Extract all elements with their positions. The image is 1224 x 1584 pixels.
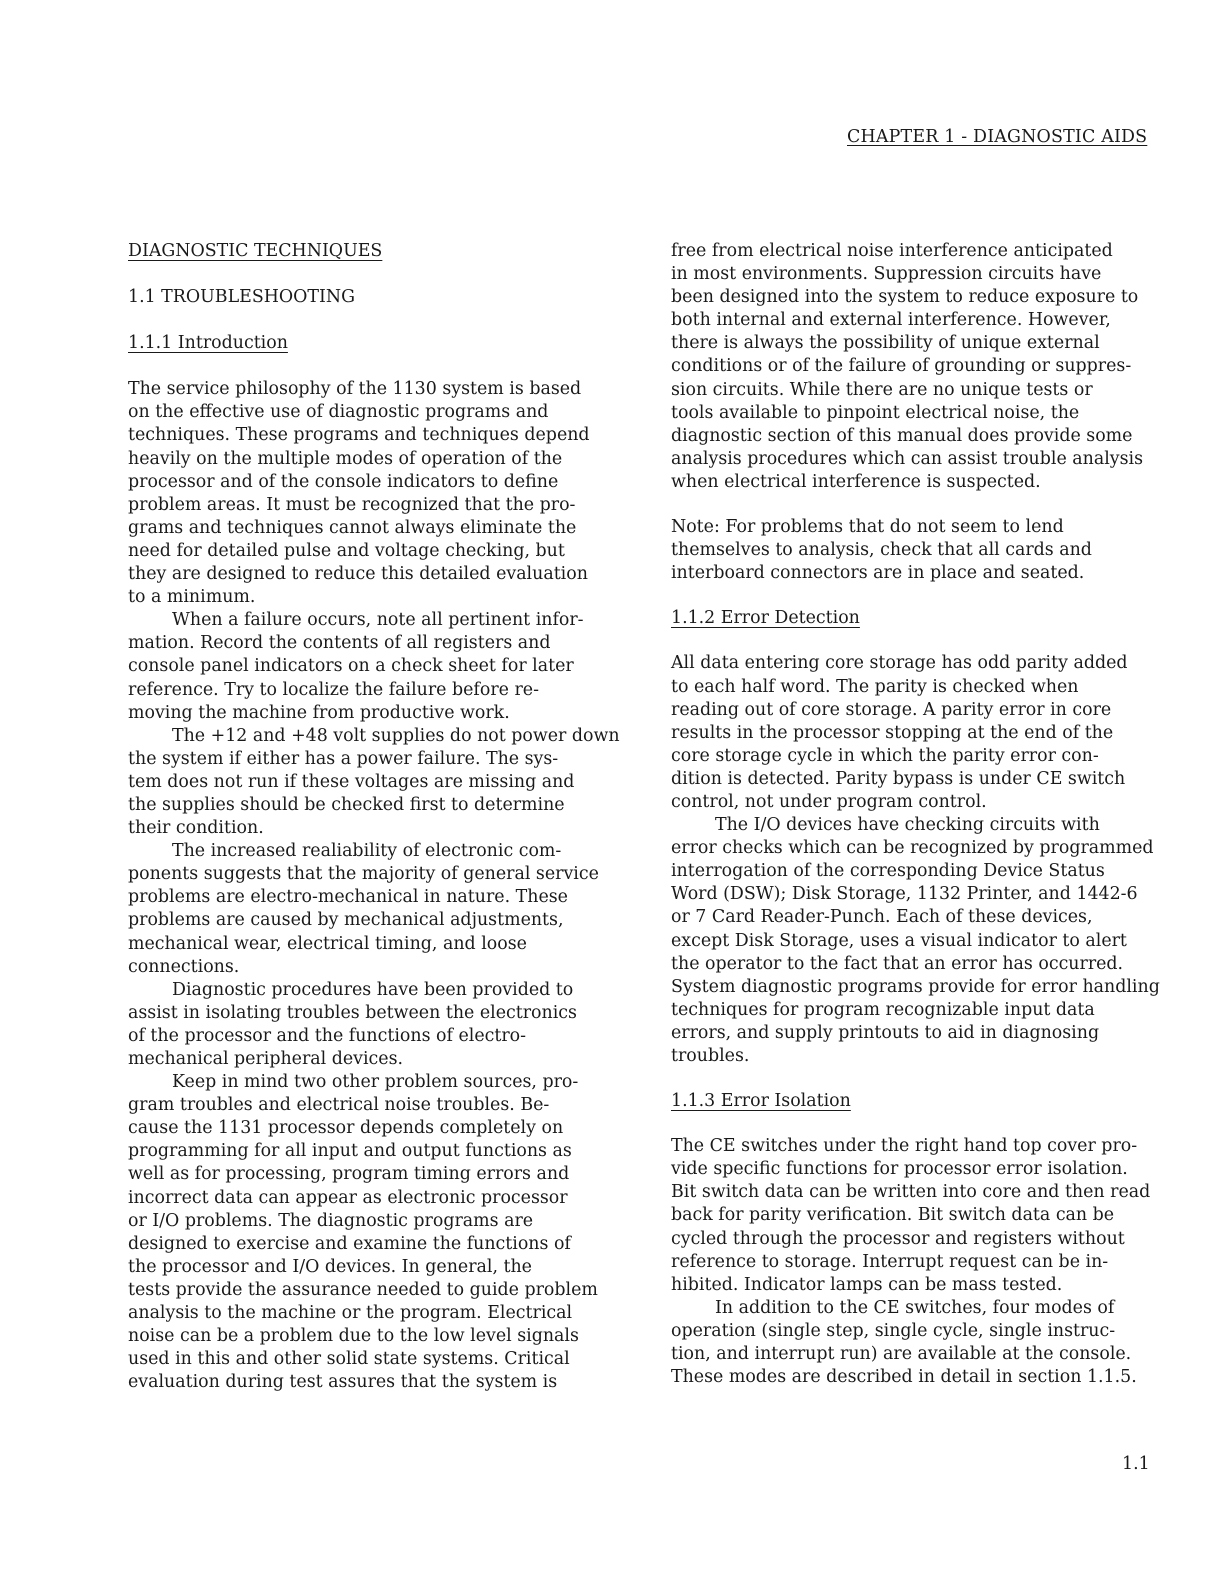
paragraph-power (128, 725, 618, 840)
text-line: except Disk Storage, uses a visual indicator to alert (671, 930, 1127, 951)
text-line: on the effective use of diagnostic programs and (128, 402, 549, 423)
text-line: they are designed to reduce this detailed evaluation (128, 564, 588, 585)
text-line: The service philosophy of the 1130 system is based (128, 379, 582, 400)
subsection-title: 1.1 TROUBLESHOOTING (128, 287, 355, 308)
text-line: assist in isolating troubles between the electronics (128, 1002, 577, 1023)
text-line: reference to storage. Interrupt request can be in- (671, 1251, 1109, 1272)
text-line: processor and of the console indicators to define (128, 471, 559, 492)
text-line: All data entering core storage has odd parity added (671, 653, 1128, 674)
text-line: been designed into the system to reduce exposure to (671, 287, 1139, 308)
text-line: connections. (128, 956, 240, 977)
text-line: troubles. (671, 1046, 750, 1066)
text-line: moving the machine from productive work. (128, 702, 510, 723)
text-line: noise can be a problem due to the low level signals (128, 1326, 579, 1347)
text-line: evaluation during test assures that the system is (128, 1372, 558, 1393)
text-line: Word (DSW); Disk Storage, 1132 Printer, and 1442-6 (671, 884, 1138, 905)
text-line: In addition to the CE switches, four modes of (715, 1297, 1115, 1318)
text-line: or 7 Card Reader-Punch. Each of these devices, (671, 907, 1093, 928)
text-line: to each half word. The parity is checked when (671, 676, 1079, 697)
left-column (128, 240, 618, 1394)
text-line: tion, and interrupt run) are available at the console. (671, 1344, 1132, 1365)
text-line: interboard connectors are in place and seated. (671, 563, 1085, 584)
text-line: core storage cycle in which the parity error con- (671, 745, 1099, 766)
text-line: problems are caused by mechanical adjustments, (128, 910, 564, 931)
text-line: dition is detected. Parity bypass is under CE switch (671, 768, 1126, 789)
text-line: The I/O devices have checking circuits with (715, 815, 1100, 836)
paragraph-parity (671, 652, 1171, 814)
text-line: error checks which can be recognized by programmed (671, 838, 1154, 859)
text-line: gram troubles and electrical noise troubles. Be- (128, 1095, 550, 1116)
text-line: diagnostic section of this manual does provide some (671, 425, 1133, 446)
chapter-header: CHAPTER 1 - DIAGNOSTIC AIDS (847, 127, 1148, 147)
paragraph-io-devices (671, 814, 1171, 1068)
note (671, 516, 1171, 585)
text-line: there is always the possibility of unique external (671, 333, 1100, 354)
paragraph-noise-continuation (671, 240, 1171, 494)
text-line: mation. Record the contents of all registers and (128, 633, 551, 654)
error-detection-title: 1.1.2 Error Detection (671, 608, 860, 629)
text-line: of the processor and the functions of electro- (128, 1025, 527, 1046)
text-line: ponents suggests that the majority of general service (128, 864, 599, 885)
text-line: problems are electro-mechanical in nature. These (128, 887, 568, 908)
text-line: Bit switch data can be written into core and then read (671, 1182, 1151, 1203)
text-line: grams and techniques cannot always eliminate the (128, 517, 577, 538)
text-line: free from electrical noise interference anticipated (671, 241, 1113, 261)
text-line: mechanical peripheral devices. (128, 1049, 404, 1069)
text-line: hibited. Indicator lamps can be mass tested. (671, 1274, 1063, 1295)
text-line: tests provide the assurance needed to guide problem (128, 1279, 598, 1300)
right-column (671, 240, 1171, 1389)
text-line: their condition. (128, 818, 264, 839)
text-line: conditions or of the failure of grounding or suppres- (671, 356, 1132, 377)
error-isolation-title: 1.1.3 Error Isolation (671, 1091, 851, 1112)
text-line: used in this and other solid state systems. Critical (128, 1349, 570, 1370)
text-line: programming for all input and output functions as (128, 1141, 572, 1162)
text-line: themselves to analysis, check that all cards and (671, 540, 1092, 561)
text-line: operation (single step, single cycle, single instruc- (671, 1320, 1116, 1341)
text-line: System diagnostic programs provide for error handling (671, 976, 1160, 997)
text-line: results in the processor stopping at the end of the (671, 722, 1114, 743)
text-line: The CE switches under the right hand top cover pro- (671, 1136, 1138, 1157)
page-number: 1.1 (1122, 1454, 1150, 1474)
section-title: DIAGNOSTIC TECHNIQUES (128, 241, 383, 261)
text-line: These modes are described in detail in section 1.1.5. (671, 1367, 1137, 1388)
text-line: The increased realiability of electronic com- (172, 841, 562, 862)
text-line: Diagnostic procedures have been provided to (172, 979, 574, 1000)
text-line: the supplies should be checked first to determine (128, 794, 565, 815)
text-line: tools available to pinpoint electrical noise, the (671, 402, 1080, 423)
paragraph-failure (128, 609, 618, 724)
text-line: heavily on the multiple modes of operation of the (128, 448, 563, 469)
text-line: errors, and supply printouts to aid in diagnosing (671, 1022, 1100, 1043)
text-line: back for parity verification. Bit switch data can be (671, 1205, 1115, 1226)
text-line: the processor and I/O devices. In general, the (128, 1256, 532, 1277)
text-line: when electrical interference is suspected. (671, 471, 1041, 492)
text-line: sion circuits. While there are no unique tests or (671, 379, 1093, 400)
text-line: or I/O problems. The diagnostic programs are (128, 1210, 534, 1231)
text-line: in most environments. Suppression circuits have (671, 264, 1102, 285)
text-line: Note: For problems that do not seem to lend (671, 517, 1064, 538)
text-line: interrogation of the corresponding Device Status (671, 861, 1105, 882)
text-line: need for detailed pulse and voltage checking, but (128, 540, 565, 561)
paragraph-ce-switches (671, 1135, 1171, 1297)
text-line: mechanical wear, electrical timing, and loose (128, 933, 527, 954)
text-line: reading out of core storage. A parity error in core (671, 699, 1112, 720)
text-line: console panel indicators on a check sheet for later (128, 656, 574, 677)
text-line: well as for processing, program timing errors and (128, 1164, 570, 1185)
text-line: control, not under program control. (671, 791, 987, 812)
paragraph-problem-sources (128, 1071, 618, 1394)
paragraph-modes (671, 1297, 1171, 1389)
text-line: cycled through the processor and registers without (671, 1228, 1125, 1249)
text-line: When a failure occurs, note all pertinent infor- (172, 610, 584, 631)
text-line: reference. Try to localize the failure before re- (128, 679, 539, 700)
text-line: both internal and external interference. However, (671, 310, 1111, 331)
text-line: problem areas. It must be recognized that the pro- (128, 494, 576, 515)
paragraph-reliability (128, 840, 618, 979)
paragraph-procedures (128, 979, 618, 1071)
text-line: designed to exercise and examine the functions of (128, 1233, 571, 1254)
text-line: vide specific functions for processor error isolation. (671, 1159, 1128, 1180)
text-line: cause the 1131 processor depends completely on (128, 1118, 564, 1139)
text-line: techniques. These programs and techniques depend (128, 425, 590, 446)
text-line: Keep in mind two other problem sources, pro- (172, 1072, 579, 1093)
text-line: techniques for program recognizable input data (671, 999, 1095, 1020)
paragraph-intro (128, 378, 618, 609)
text-line: tem does not run if these voltages are missing and (128, 771, 575, 792)
text-line: the operator to the fact that an error has occurred. (671, 953, 1124, 974)
text-line: to a minimum. (128, 587, 256, 608)
text-line: the system if either has a power failure. The sys- (128, 748, 559, 769)
subsubsection-title: 1.1.1 Introduction (128, 333, 288, 354)
text-line: analysis procedures which can assist trouble analysis (671, 448, 1143, 469)
text-line: analysis to the machine or the program. Electrical (128, 1303, 573, 1324)
text-line: incorrect data can appear as electronic processor (128, 1187, 568, 1208)
text-line: The +12 and +48 volt supplies do not power down (172, 725, 620, 746)
